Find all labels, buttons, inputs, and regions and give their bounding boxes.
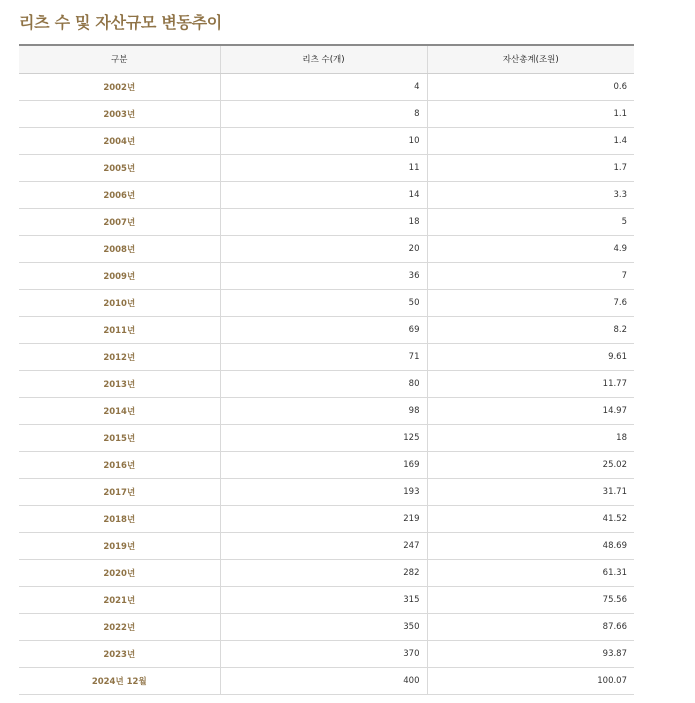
table-row <box>19 559 634 586</box>
table-row <box>19 316 634 343</box>
cell-reits-count: 370 <box>220 640 427 667</box>
table-row <box>19 586 634 613</box>
table-row <box>19 478 634 505</box>
cell-reits-count: 125 <box>220 424 427 451</box>
cell-period: 2011년 <box>19 316 220 343</box>
cell-period: 2016년 <box>19 451 220 478</box>
cell-total-assets: 48.69 <box>427 532 634 559</box>
cell-total-assets: 11.77 <box>427 370 634 397</box>
header-total-assets: 자산총계(조원) <box>427 45 634 73</box>
cell-reits-count: 169 <box>220 451 427 478</box>
cell-period: 2023년 <box>19 640 220 667</box>
cell-total-assets: 1.4 <box>427 127 634 154</box>
cell-total-assets: 41.52 <box>427 505 634 532</box>
cell-period: 2014년 <box>19 397 220 424</box>
cell-total-assets: 93.87 <box>427 640 634 667</box>
cell-reits-count: 50 <box>220 289 427 316</box>
cell-period: 2006년 <box>19 181 220 208</box>
table-row <box>19 100 634 127</box>
cell-period: 2017년 <box>19 478 220 505</box>
table-row <box>19 154 634 181</box>
table-row <box>19 208 634 235</box>
cell-total-assets: 5 <box>427 208 634 235</box>
cell-reits-count: 282 <box>220 559 427 586</box>
cell-reits-count: 18 <box>220 208 427 235</box>
cell-period: 2009년 <box>19 262 220 289</box>
cell-reits-count: 350 <box>220 613 427 640</box>
cell-reits-count: 219 <box>220 505 427 532</box>
table-row <box>19 505 634 532</box>
cell-reits-count: 71 <box>220 343 427 370</box>
cell-total-assets: 7 <box>427 262 634 289</box>
cell-total-assets: 1.1 <box>427 100 634 127</box>
cell-period: 2024년 12월 <box>19 667 220 694</box>
cell-total-assets: 7.6 <box>427 289 634 316</box>
cell-period: 2018년 <box>19 505 220 532</box>
table-row <box>19 370 634 397</box>
cell-reits-count: 36 <box>220 262 427 289</box>
cell-period: 2004년 <box>19 127 220 154</box>
reits-table <box>19 44 634 695</box>
table-row <box>19 640 634 667</box>
cell-total-assets: 75.56 <box>427 586 634 613</box>
table-row <box>19 532 634 559</box>
page-title: 리츠 수 및 자산규모 변동추이 <box>19 13 222 32</box>
cell-reits-count: 98 <box>220 397 427 424</box>
cell-period: 2005년 <box>19 154 220 181</box>
cell-reits-count: 20 <box>220 235 427 262</box>
table-row <box>19 451 634 478</box>
cell-period: 2019년 <box>19 532 220 559</box>
cell-total-assets: 8.2 <box>427 316 634 343</box>
cell-total-assets: 1.7 <box>427 154 634 181</box>
table-row <box>19 262 634 289</box>
cell-reits-count: 193 <box>220 478 427 505</box>
cell-reits-count: 4 <box>220 73 427 100</box>
cell-reits-count: 11 <box>220 154 427 181</box>
table-header-row <box>19 45 634 73</box>
table-row <box>19 181 634 208</box>
table-row <box>19 289 634 316</box>
table-row <box>19 613 634 640</box>
cell-period: 2013년 <box>19 370 220 397</box>
cell-period: 2008년 <box>19 235 220 262</box>
cell-reits-count: 247 <box>220 532 427 559</box>
table-row <box>19 667 634 694</box>
cell-total-assets: 61.31 <box>427 559 634 586</box>
header-category: 구분 <box>19 45 220 73</box>
table-row <box>19 73 634 100</box>
cell-total-assets: 14.97 <box>427 397 634 424</box>
cell-period: 2003년 <box>19 100 220 127</box>
cell-period: 2010년 <box>19 289 220 316</box>
cell-period: 2022년 <box>19 613 220 640</box>
cell-period: 2020년 <box>19 559 220 586</box>
cell-reits-count: 315 <box>220 586 427 613</box>
cell-total-assets: 25.02 <box>427 451 634 478</box>
cell-period: 2002년 <box>19 73 220 100</box>
cell-total-assets: 9.61 <box>427 343 634 370</box>
cell-reits-count: 8 <box>220 100 427 127</box>
cell-reits-count: 14 <box>220 181 427 208</box>
header-reits-count: 리츠 수(개) <box>220 45 427 73</box>
cell-reits-count: 400 <box>220 667 427 694</box>
cell-total-assets: 87.66 <box>427 613 634 640</box>
table-row <box>19 424 634 451</box>
cell-total-assets: 4.9 <box>427 235 634 262</box>
table-row <box>19 343 634 370</box>
table-body <box>19 73 634 694</box>
cell-total-assets: 31.71 <box>427 478 634 505</box>
cell-period: 2021년 <box>19 586 220 613</box>
cell-reits-count: 69 <box>220 316 427 343</box>
cell-total-assets: 0.6 <box>427 73 634 100</box>
cell-reits-count: 10 <box>220 127 427 154</box>
table-row <box>19 397 634 424</box>
cell-period: 2007년 <box>19 208 220 235</box>
cell-total-assets: 3.3 <box>427 181 634 208</box>
table-row <box>19 235 634 262</box>
cell-period: 2015년 <box>19 424 220 451</box>
table-row <box>19 127 634 154</box>
cell-reits-count: 80 <box>220 370 427 397</box>
cell-total-assets: 100.07 <box>427 667 634 694</box>
cell-total-assets: 18 <box>427 424 634 451</box>
cell-period: 2012년 <box>19 343 220 370</box>
